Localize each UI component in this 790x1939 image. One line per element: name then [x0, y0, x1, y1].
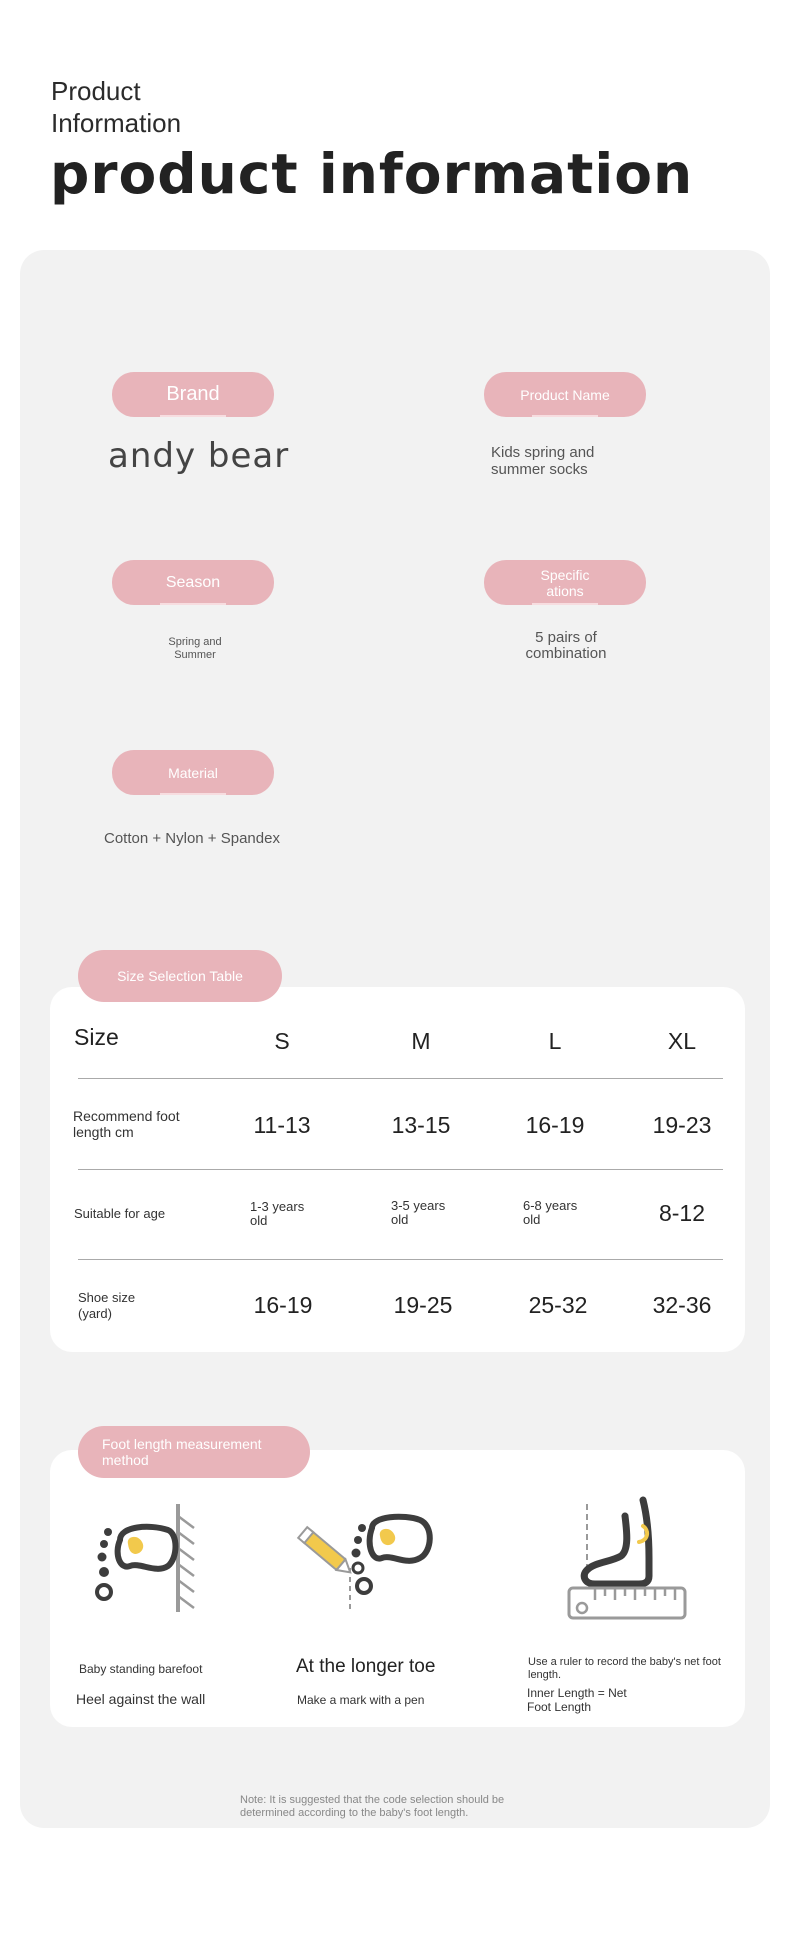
season-value: Spring and Summer [168, 636, 222, 661]
material-pill [112, 750, 274, 795]
foot-against-wall-icon [90, 1502, 200, 1614]
row-age-label: Suitable for age [74, 1206, 166, 1221]
product-name-value: Kids spring and summer socks [491, 444, 595, 478]
age-xl: 8-12 [658, 1200, 706, 1226]
step3-caption: Use a ruler to record the baby's net foot length. [528, 1656, 721, 1681]
foot-length-l: 16-19 [525, 1112, 585, 1138]
product-name-pill [484, 372, 646, 417]
foot-length-s: 11-13 [253, 1112, 311, 1138]
specifications-label: Specific ations [540, 566, 590, 599]
shoe-size-xl: 32-36 [652, 1292, 712, 1318]
size-col-xl: XL [667, 1028, 697, 1054]
size-col-m: M [411, 1028, 431, 1054]
specifications-value: 5 pairs of combination [525, 629, 607, 662]
size-table-divider [78, 1078, 723, 1079]
season-label: Season [165, 573, 221, 591]
step2-sub: Make a mark with a pen [297, 1693, 425, 1707]
foot-length-m: 13-15 [391, 1112, 451, 1138]
shoe-size-m: 19-25 [393, 1292, 453, 1318]
age-s: 1-3 years old [250, 1199, 305, 1228]
foot-length-xl: 19-23 [652, 1112, 712, 1138]
pen-mark-toe-icon [292, 1510, 447, 1610]
material-label: Material [168, 764, 218, 781]
size-note: Note: It is suggested that the code selection should be determined according to the baby's foot length. [240, 1794, 505, 1819]
product-name-label: Product Name [520, 386, 610, 403]
shoe-size-s: 16-19 [253, 1292, 313, 1318]
season-pill [112, 560, 274, 605]
measurement-title: Foot length measurement method [102, 1436, 262, 1468]
measurement-title-pill [78, 1426, 310, 1478]
size-table-divider [78, 1169, 723, 1170]
shoe-size-l: 25-32 [528, 1292, 588, 1318]
brand-label: Brand [166, 383, 220, 405]
size-header-label: Size [74, 1024, 119, 1050]
brand-pill [112, 372, 274, 417]
size-col-s: S [274, 1028, 290, 1054]
step1-caption: Baby standing barefoot [79, 1662, 203, 1676]
specifications-pill [484, 560, 646, 605]
step1-sub: Heel against the wall [76, 1691, 206, 1707]
header-title-small: Product Information [51, 76, 182, 138]
size-table-divider [78, 1259, 723, 1260]
age-m: 3-5 years old [391, 1198, 446, 1227]
row-foot-length-label: Recommend foot length cm [73, 1108, 180, 1140]
age-l: 6-8 years old [523, 1198, 578, 1227]
material-value: Cotton + Nylon + Spandex [104, 830, 280, 847]
ruler-foot-icon [565, 1496, 695, 1621]
size-table-title-pill [78, 950, 282, 1002]
size-col-l: L [548, 1028, 562, 1054]
header-title-big: product information [50, 142, 694, 206]
step3-sub: Inner Length = Net Foot Length [527, 1686, 627, 1714]
row-shoe-size-label: Shoe size (yard) [78, 1290, 136, 1321]
step2-caption: At the longer toe [296, 1656, 436, 1677]
size-table-title: Size Selection Table [117, 968, 243, 984]
brand-value: andy bear [108, 436, 290, 476]
